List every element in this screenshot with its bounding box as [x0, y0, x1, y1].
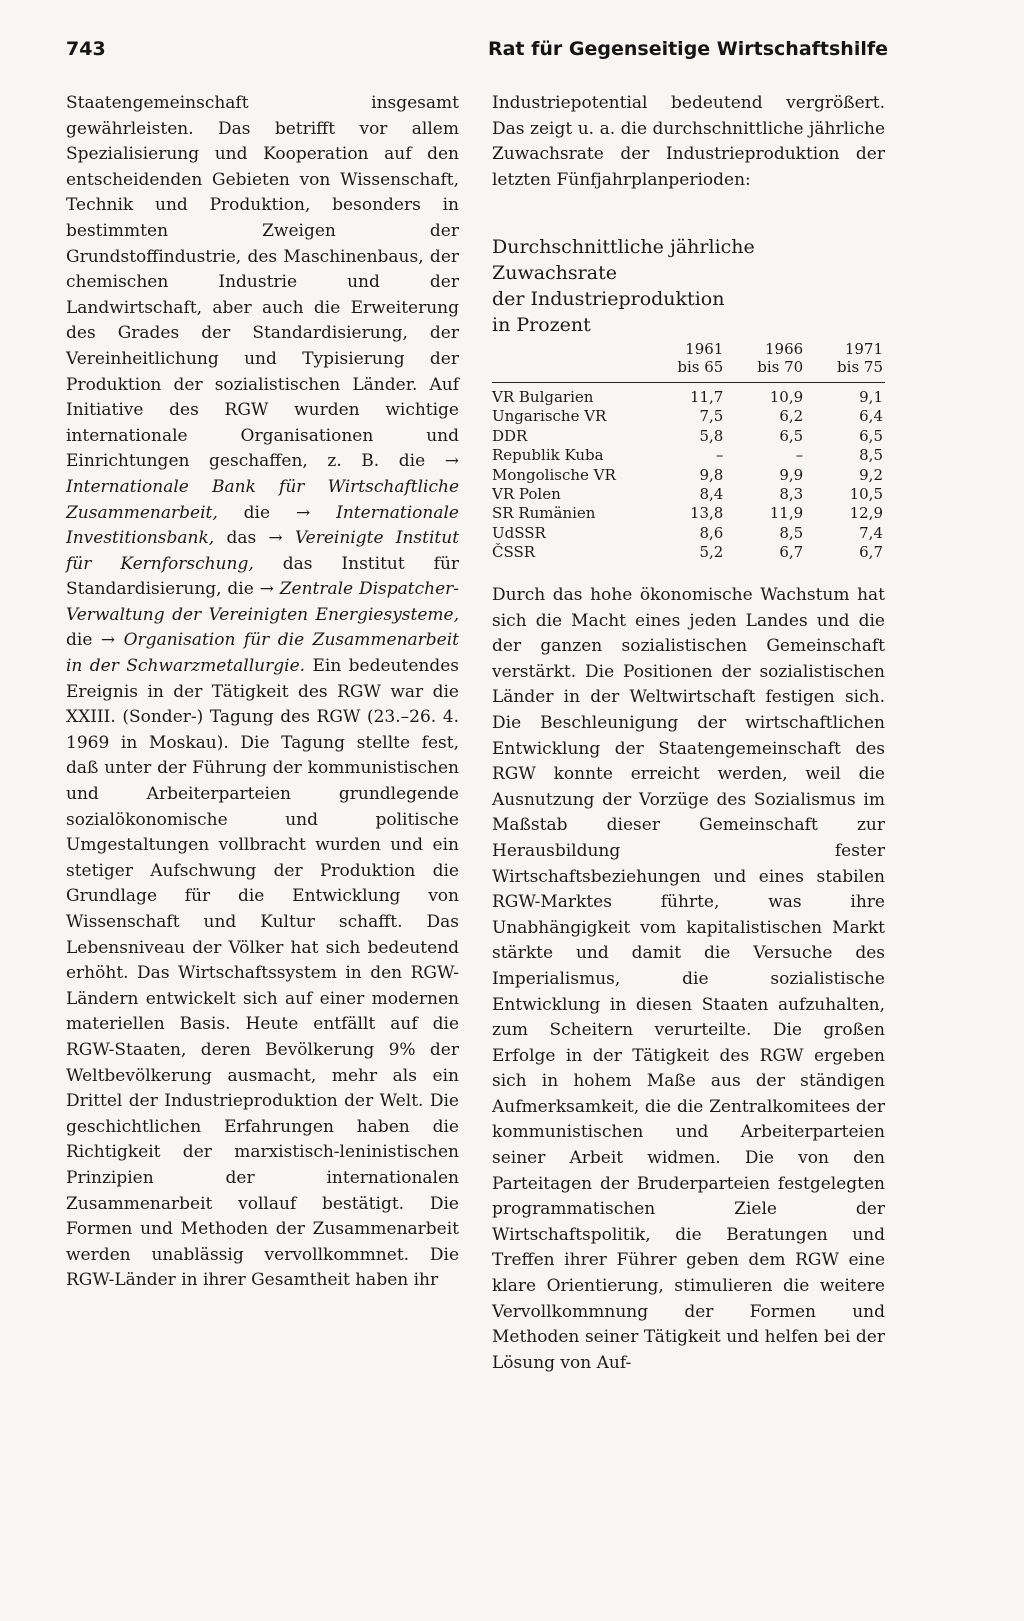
cross-reference[interactable]: Internationale Bank für Wirtschaftliche Zusammenarbeit,	[66, 476, 459, 523]
table-cell-country: UdSSR	[492, 523, 546, 542]
table-cell-value: –	[795, 446, 804, 465]
left-text-1: Staatengemeinschaft insgesamt gewährleisten. Das betrifft vor allem Spezialisierung und Kooperation auf den entscheidenden Gebieten von Wissenschaft, Technik und Produktion, besonders in bestimmten Zweigen der Grundstoffindustrie, des Maschinenbaus, der chemischen Industrie und der Landwirtschaft, aber auch die Erweiterung des Grades der Standardisierung, der Vereinheitlichung und Typisierung der Produktion der sozialistischen Länder. Auf Initiative des RGW wurden wichtige internationale Organisationen und Einrichtungen geschaffen, z. B. die →	[66, 93, 459, 472]
table-row	[492, 466, 885, 485]
table-row	[492, 485, 885, 504]
right-column-bottom	[492, 583, 885, 1376]
table-row	[492, 407, 885, 426]
table-cell-country: SR Rumänien	[492, 504, 596, 523]
table-row	[492, 427, 885, 446]
table-cell-value: 9,2	[859, 465, 883, 484]
left-text-6: Ein bedeutendes Ereignis in der Tätigkeit des RGW war die XXIII. (Sonder-) Tagung des RGW (23.–26. 4. 1969 in Moskau). Die Tagung stellte fest, daß unter der Führung der kommunistischen und Arbeiterparteien grundlegende sozialökonomische und politische Umgestaltungen vollbracht wurden und ein stetiger Aufschwung der Produktion die Grundlage für die Entwicklung von Wissenschaft und Kultur schafft. Das Lebensniveau der Völker hat sich bedeutend erhöht. Das Wirtschaftssystem in den RGW-Ländern entwickelt sich auf einer modernen materiellen Basis. Heute entfällt auf die RGW-Staaten, deren Bevölkerung 9% der Weltbevölkerung ausmacht, mehr als ein Drittel der Industrieproduktion der Welt. Die geschichtlichen Erfahrungen haben die Richtigkeit der marxistisch-leninistischen Prinzipien der internationalen Zusammenarbeit vollauf bestätigt. Die Formen und Methoden der Zusammenarbeit werden unablässig vervollkommnet. Die RGW-Länder in ihrer Gesamtheit haben ihr	[66, 656, 460, 1291]
left-paragraph	[66, 91, 459, 1294]
table-cell-value: 13,8	[689, 504, 724, 523]
table-header-country	[492, 340, 646, 383]
table-caption	[492, 234, 885, 338]
table-cell-value: 6,5	[779, 426, 804, 445]
left-text-4: das Institut für Standardisierung, die →	[66, 553, 460, 600]
table-cell-value: 7,5	[699, 407, 724, 426]
left-text-2: die →	[243, 502, 311, 523]
table-header-period: 1961 bis 65	[646, 340, 726, 383]
cross-reference[interactable]: Organisation für die Zusammenarbeit in der Schwarzmetallurgie.	[66, 630, 459, 677]
cross-reference[interactable]: Vereinigte Institut für Kernforschung,	[66, 528, 460, 574]
table-cell-value: 8,5	[779, 523, 804, 542]
table-cell-value: 9,1	[859, 388, 883, 406]
right-paragraph-intro: Industriepotential bedeutend vergrößert. Das zeigt u. a. die durchschnittliche jährliche Zuwachsrate der Industrieproduktion der letzten Fünfjahrplanperioden:	[492, 93, 885, 190]
page-header	[66, 38, 888, 70]
right-column-top	[492, 91, 885, 193]
cross-reference[interactable]: Zentrale Dispatcher-Verwaltung der Vereinigten Energiesysteme,	[66, 579, 459, 625]
table-cell-country: VR Polen	[492, 485, 561, 504]
table-header-period: 1966 bis 70	[725, 340, 805, 383]
table-cell-value: 6,4	[859, 407, 883, 426]
growth-rate-table	[492, 340, 885, 563]
table-cell-country: Ungarische VR	[492, 407, 607, 426]
table-cell-value: 7,4	[859, 523, 883, 542]
table-row	[492, 383, 885, 408]
table-header-row	[492, 340, 885, 383]
table-cell-value: 8,3	[779, 485, 804, 504]
table-row	[492, 543, 885, 562]
left-text-5: die →	[66, 630, 116, 651]
table-caption-line: Zuwachsrate	[492, 262, 617, 284]
table-cell-value: –	[715, 446, 724, 465]
table-cell-value: 12,9	[849, 504, 883, 523]
table-caption-line: in Prozent	[492, 314, 591, 336]
table-cell-value: 10,5	[849, 485, 883, 504]
table-cell-country: ČSSR	[492, 543, 536, 562]
table-cell-value: 6,7	[779, 543, 804, 562]
table-cell-value: 8,5	[859, 446, 883, 465]
table-cell-value: 9,9	[779, 465, 804, 484]
table-cell-value: 11,9	[769, 504, 804, 523]
page-number: 743	[66, 38, 106, 60]
growth-rate-table-block	[492, 234, 885, 563]
table-cell-value: 6,5	[859, 426, 883, 445]
table-cell-country: DDR	[492, 426, 528, 445]
table-caption-line: Durchschnittliche jährliche	[492, 236, 755, 258]
right-paragraph-main: Durch das hohe ökonomische Wachstum hat sich die Macht eines jeden Landes und die der ganzen sozialistischen Gemeinschaft verstärkt. Die Positionen der sozialistischen Länder in der Weltwirtschaft festigen sich. Die Beschleunigung der wirtschaftlichen Entwicklung der Staatengemeinschaft des RGW konnte erreicht werden, weil die Ausnutzung der Vorzüge des Sozialismus im Maßstab dieser Gemeinschaft zur Herausbildung fester Wirtschaftsbeziehungen und eines stabilen RGW-Marktes führte, was ihre Unabhängigkeit vom kapitalistischen Markt stärkte und damit die Versuche des Imperialismus, die sozialistische Entwicklung in diesen Staaten aufzuhalten, zum Scheitern verurteilte. Die großen Erfolge in der Tätigkeit des RGW ergeben sich in hohem Maße aus der ständigen Aufmerksamkeit, die die Zentralkomitees der kommunistischen und Arbeiterparteien seiner Arbeit widmen. Die von den Parteitagen der Bruderparteien festgelegten programmatischen Ziele der Wirtschaftspolitik, die Beratungen und Treffen ihrer Führer geben dem RGW eine klare Orientierung, stimulieren die weitere Vervollkommnung der Formen und Methoden seiner Tätigkeit und helfen bei der Lösung von Auf-	[492, 585, 885, 1373]
left-text-3: das →	[226, 528, 283, 549]
table-cell-value: 8,6	[699, 523, 724, 542]
table-cell-value: 9,8	[699, 465, 724, 484]
table-cell-value: 6,7	[859, 543, 883, 562]
table-row	[492, 504, 885, 523]
table-row	[492, 446, 885, 465]
table-cell-country: VR Bulgarien	[492, 388, 594, 406]
table-cell-value: 11,7	[689, 388, 724, 406]
table-cell-value: 8,4	[699, 485, 724, 504]
table-cell-country: Republik Kuba	[492, 446, 604, 465]
table-cell-value: 5,8	[699, 426, 724, 445]
table-cell-country: Mongolische VR	[492, 465, 616, 484]
cross-reference[interactable]: Internationale Investitionsbank,	[66, 502, 459, 549]
running-title: Rat für Gegenseitige Wirtschaftshilfe	[487, 38, 888, 60]
table-row	[492, 524, 885, 543]
table-cell-value: 6,2	[779, 407, 804, 426]
left-column	[66, 91, 459, 1294]
table-cell-value: 10,9	[769, 388, 804, 406]
table-cell-value: 5,2	[699, 543, 724, 562]
table-caption-line: der Industrieproduktion	[492, 288, 725, 310]
table-header-period: 1971 bis 75	[805, 340, 885, 383]
